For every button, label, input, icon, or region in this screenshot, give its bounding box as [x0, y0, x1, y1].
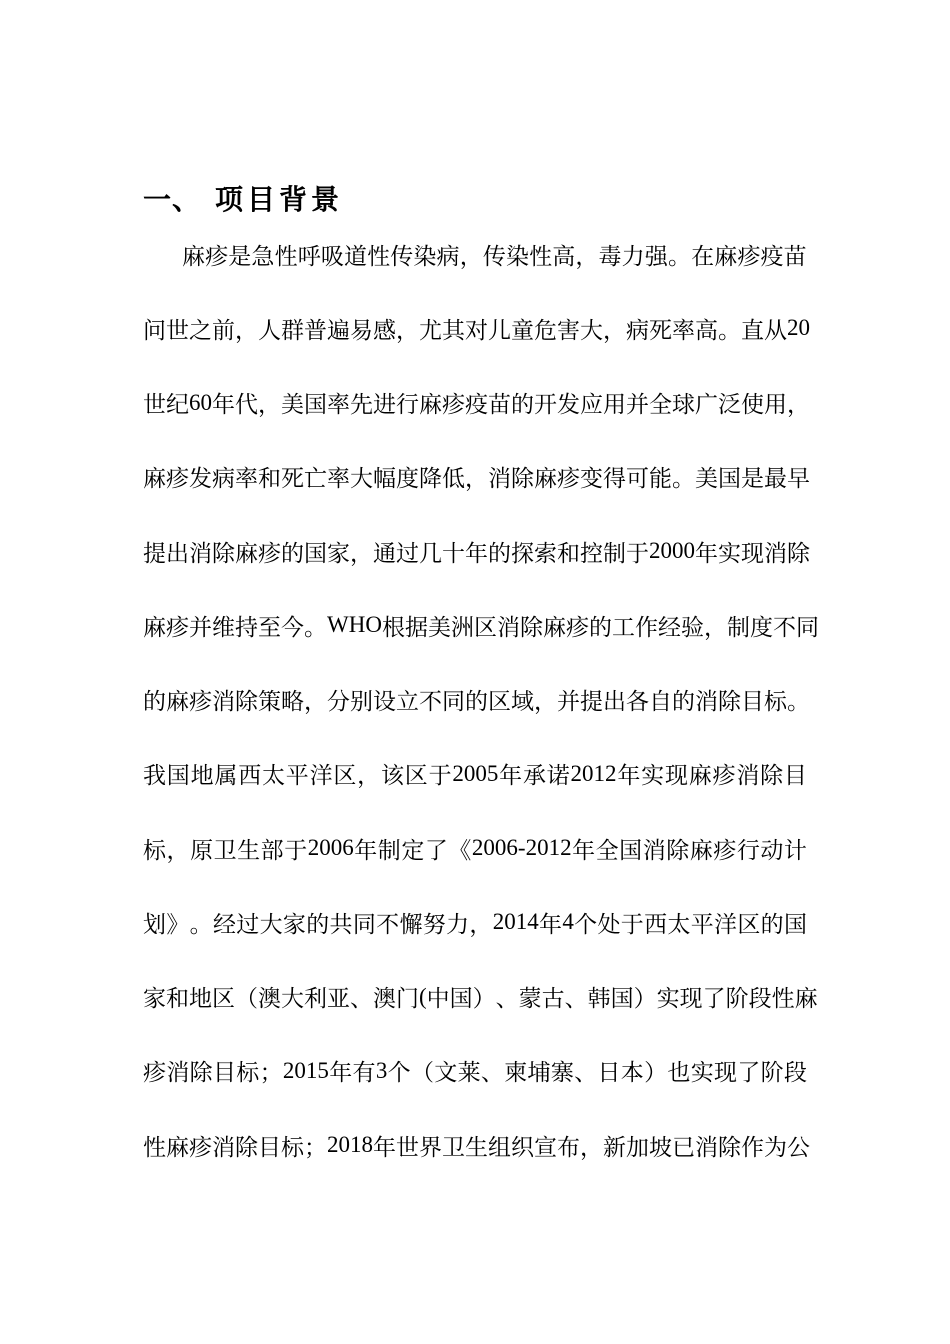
paragraph-line: 标 ， 原 卫 生 部 于 2006 年 制 定 了 《 2006-2012 年 全 国 消 除 麻 疹 行 动 计 [143, 835, 807, 863]
section-heading [143, 184, 843, 218]
body-paragraph [143, 217, 819, 1182]
paragraph-line: 性 麻 疹 消 除 目 标 ； 2018 年 世 界 卫 生 组 织 宣 布 ， 新 加 坡 已 消 除 作 为 公 [143, 1132, 810, 1160]
paragraph-line: 麻 疹 发 病 率 和 死 亡 率 大 幅 度 降 低 ， 消 除 麻 疹 变 得 可 能 。 美 国 是 最 早 [143, 466, 810, 492]
heading-title: 项目背景 [215, 185, 344, 216]
paragraph-line: 疹 消 除 目 标 ； 2015 年 有 3 个 （ 文 莱 、 柬 埔 寨 、 日 本 ） 也 实 现 了 阶 段 [143, 1057, 807, 1086]
paragraph-line: 划 》 。 经 过 大 家 的 共 同 不 懈 努 力 ， 2014 年 4 个 处 于 西 太 平 洋 区 的 国 [143, 909, 807, 937]
heading-number: 一、 [143, 185, 202, 216]
paragraph-line: 麻 疹 是 急 性 呼 吸 道 性 传 染 病 ， 传 染 性 高 ， 毒 力 强 。 在 麻 疹 疫 苗 [182, 243, 807, 269]
paragraph-line: 世 纪 60 年 代 ， 美 国 率 先 进 行 麻 疹 疫 苗 的 开 发 应 用 并 全 球 广 泛 使 用 ， [143, 389, 810, 418]
paragraph-line: 问 世 之 前 ， 人 群 普 遍 易 感 ， 尤 其 对 儿 童 危 害 大 ， 病 死 率 高 。 直 从 20 [143, 315, 810, 343]
paragraph-line: 家 和 地 区 （ 澳 大 利 亚 、 澳 门 ( 中 国 ） 、 蒙 古 、 韩 国 ） 实 现 了 阶 段 性 麻 [143, 983, 818, 1012]
paragraph-line: 的 麻 疹 消 除 策 略 ， 分 别 设 立 不 同 的 区 域 ， 并 提 出 各 自 的 消 除 目 标 。 [143, 689, 810, 715]
paragraph-line: 麻 疹 并 维 持 至 今 。 WHO 根 据 美 洲 区 消 除 麻 疹 的 工 作 经 验 ， 制 度 不 同 [143, 612, 819, 640]
paragraph-line: 我 国 地 属 西 太 平 洋 区 ， 该 区 于 2005 年 承 诺 2012 年 实 现 麻 疹 消 除 目 [143, 760, 807, 789]
paragraph-line: 提 出 消 除 麻 疹 的 国 家 ， 通 过 几 十 年 的 探 索 和 控 制 于 2000 年 实 现 消 除 [143, 538, 810, 566]
